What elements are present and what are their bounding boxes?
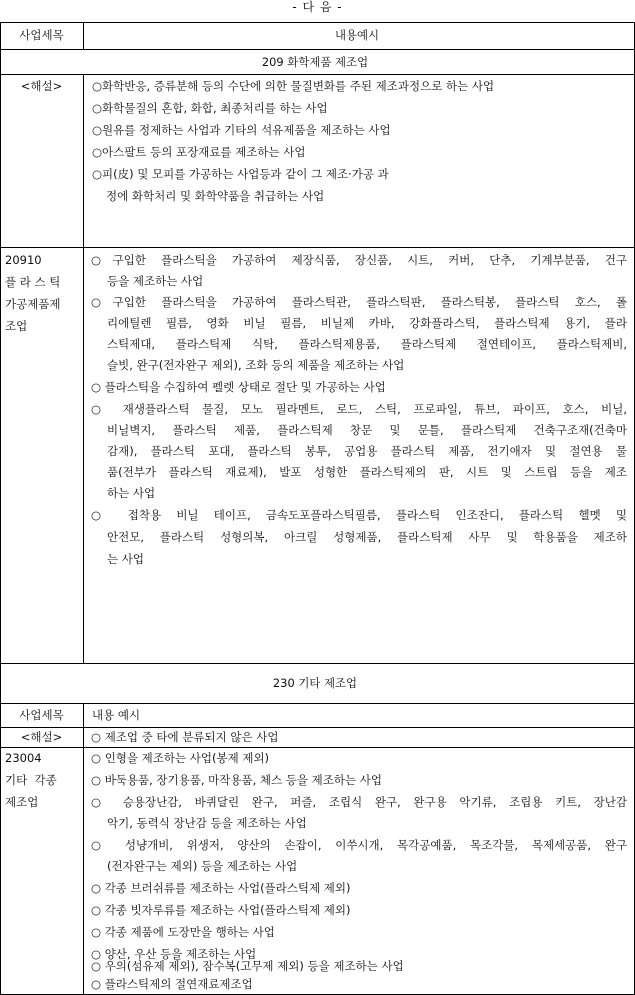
- note-line: 정에 화학처리 및 화학약품을 취급하는 사업: [106, 189, 325, 203]
- plastic-line: 감재), 플라스틱 포대, 플라스틱 봉투, 공업용 플라스틱 제품, 전기애자 및 절연용 물: [107, 444, 627, 458]
- plastic-line: 안전모, 플라스틱 성형의복, 아크릴 성형제품, 플라스틱제 사무 및 학용품을 제조하: [107, 530, 627, 544]
- plastic-line: 스틱제대, 플라스틱제 식탁, 플라스틱제용품, 플라스틱제 절연테이프, 플라스틱제비,: [107, 337, 627, 351]
- plastic-line: 는 사업: [107, 552, 144, 566]
- note-label: <해설>: [20, 730, 63, 744]
- misc-line: ○ 각종 제품에 도장만을 행하는 사업: [91, 925, 275, 939]
- table-rule: [83, 703, 84, 995]
- note-line: ○화학반응, 증류분해 등의 수단에 의한 물질변화를 주된 제조과정으로 하는 사업: [92, 79, 495, 93]
- plastic-line: ○ 재생플라스틱 물질, 모노 필라멘트, 로드, 스틱, 프로파일, 튜브, 파이프, 호스, 비닐,: [91, 402, 627, 416]
- section-title-chemical: 209 화학제품 제조업: [261, 55, 369, 69]
- plastic-line: 품(전부가 플라스틱 재료제), 발포 성형한 플라스틱제의 판, 시트 및 스트립 등을 제조: [107, 465, 627, 479]
- misc-name-line: 기타 각종: [5, 773, 57, 787]
- note-line: ○피(皮) 및 모피를 가공하는 사업등과 같이 그 제조·가공 과: [92, 167, 389, 181]
- page-heading: - 다 음 -: [292, 0, 343, 14]
- plastic-name-line: 가공제품제: [5, 297, 61, 311]
- misc-line: ○ 우의(섬유제 제외), 잠수복(고무제 제외) 등을 제조하는 사업: [91, 959, 404, 973]
- misc-code: 23004: [5, 751, 42, 765]
- misc-line: ○ 각종 빗자루류를 제조하는 사업(플라스틱제 제외): [91, 903, 351, 917]
- misc-line: 악기, 동력식 장난감 등을 제조하는 사업: [107, 816, 307, 830]
- misc-line: ○ 인형을 제조하는 사업(봉제 제외): [91, 751, 270, 765]
- misc-line: ○ 플라스틱제의 절연재료제조업: [91, 977, 253, 991]
- plastic-line: ○구입한 플라스틱을 가공하여 제장식품, 장신품, 시트, 커버, 단추, 기계부분품, 건구: [91, 253, 627, 267]
- note-line: ○아스팔트 등의 포장재료를 제조하는 사업: [92, 145, 306, 159]
- plastic-line: 리에틸렌 필름, 영화 비닐 필름, 비닐제 카바, 강화플라스틱, 플라스틱제 용기, 플라: [107, 316, 627, 330]
- misc-name-line: 제조업: [5, 795, 39, 809]
- note-line: ○원유를 정제하는 사업과 기타의 석유제품을 제조하는 사업: [92, 123, 391, 137]
- plastic-name-line: 조업: [5, 319, 28, 333]
- plastic-code: 20910: [5, 253, 42, 267]
- header-col-examples: 내용예시: [334, 28, 380, 42]
- misc-line: (전자완구는 제외) 등을 제조하는 사업: [107, 859, 298, 873]
- misc-line: ○ 양산, 우산 등을 제조하는 사업: [91, 947, 257, 961]
- note-text: ○ 제조업 중 타에 분류되지 않은 사업: [91, 730, 279, 744]
- plastic-line: 하는 사업: [107, 486, 156, 500]
- plastic-line: 비닐벽지, 플라스틱 제품, 플라스틱제 창문 및 문틀, 플라스틱제 건축구조재(건축마: [107, 423, 627, 437]
- plastic-line: 등을 제조하는 사업: [107, 274, 204, 288]
- table-rule: [0, 247, 635, 248]
- plastic-name-line: 플 라 스 틱: [5, 275, 61, 289]
- plastic-line: ○구입한 플라스틱을 가공하여 플라스틱관, 플라스틱판, 플라스틱봉, 플라스틱 호스, 폴: [91, 295, 627, 309]
- misc-line: ○ 각종 브러쉬류를 제조하는 사업(플라스틱제 제외): [91, 881, 351, 895]
- section-title-other: 230 기타 제조업: [272, 676, 358, 690]
- note-line: ○화학물질의 혼합, 화합, 최종처리를 하는 사업: [92, 101, 328, 115]
- table-rule: [0, 22, 1, 664]
- table-rule: [83, 74, 84, 664]
- plastic-line: ○ 플라스틱을 수집하여 펠렛 상태로 절단 및 가공하는 사업: [91, 380, 386, 394]
- misc-line: ○ 바둑용품, 장기용품, 마작용품, 체스 등을 제조하는 사업: [91, 773, 382, 787]
- table-rule: [0, 74, 635, 75]
- header-col-category: 사업세목: [19, 28, 64, 42]
- misc-line: ○ 승용장난감, 바퀴달린 완구, 퍼즐, 조립식 완구, 완구용 악기류, 조립용 키트, 장난감: [91, 795, 627, 809]
- misc-line: ○ 성냥개비, 위생저, 양산의 손잡이, 이쑤시개, 목각공예품, 목조각물, 목제세공품, 완구: [91, 838, 627, 852]
- plastic-line: 슬빗, 완구(전자완구 제외), 조화 등의 제품을 제조하는 사업: [107, 358, 405, 372]
- header-col-category: 사업세목: [19, 708, 64, 722]
- header-col-examples: 내용 예시: [92, 708, 141, 722]
- note-label: <해설>: [20, 79, 63, 93]
- plastic-line: ○ 접착용 비닐 테이프, 금속도포플라스틱필름, 플라스틱 인조잔디, 플라스틱 헬멧 및: [91, 508, 627, 522]
